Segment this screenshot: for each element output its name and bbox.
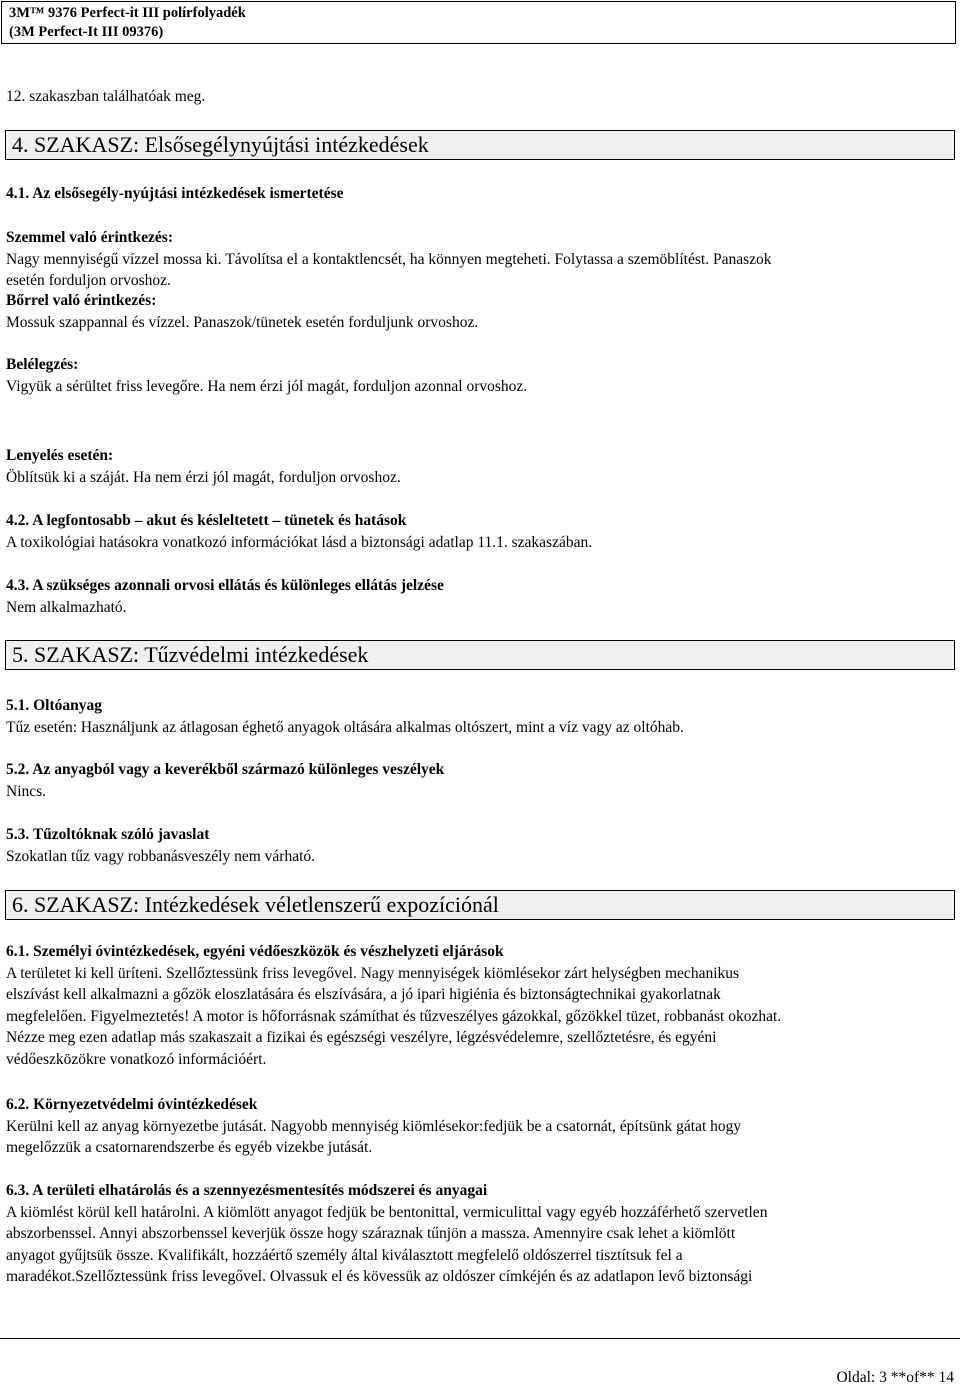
section-6-1 — [6, 941, 956, 1070]
subsection-text: Tűz esetén: Használjunk az átlagosan éghető anyagok oltására alkalmas oltószert, mint a víz vagy az oltóhab. — [6, 718, 684, 736]
subsection-heading: 5.1. Oltóanyag — [6, 697, 103, 714]
section-4-3 — [6, 575, 956, 618]
subsection-heading: 4.1. Az elsősegély-nyújtási intézkedések ismertetése — [6, 185, 344, 202]
footer-divider — [0, 1338, 960, 1339]
inhalation-text: Vigyük a sérültet friss levegőre. Ha nem érzi jól magát, forduljon azonnal orvoshoz. — [6, 377, 528, 395]
subsection-heading: 5.3. Tűzoltóknak szóló javaslat — [6, 826, 210, 843]
inhalation-label: Belélegzés: — [6, 356, 79, 373]
section-6-title: 6. SZAKASZ: Intézkedések véletlenszerű expozíciónál — [5, 890, 955, 920]
subsection-heading: 4.3. A szükséges azonnali orvosi ellátás és különleges ellátás jelzése — [6, 577, 444, 594]
product-name: 3M™ 9376 Perfect-it III polírfolyadék — [9, 5, 246, 21]
subsection-text: megelőzzük a csatornarendszerbe és egyéb vizekbe jutását. — [6, 1139, 373, 1156]
section-5-3 — [6, 824, 956, 867]
section-5-2 — [6, 759, 956, 802]
subsection-text: Nem alkalmazható. — [6, 598, 127, 616]
ingestion-block — [6, 445, 956, 488]
skin-contact-label: Bőrrel való érintkezés: — [6, 292, 157, 309]
skin-contact-block — [6, 290, 956, 333]
subsection-text: anyagot gyűjtsük össze. Kvalifikált, hozzáértő személy által kiválasztott megfelelő oldószerrel tisztítsuk fel a — [6, 1246, 683, 1264]
subsection-text: A kiömlést körül kell határolni. A kiömlött anyagot fedjük be bentonittal, vermiculittal vagy egyéb hozzáférhető szervetlen — [6, 1203, 768, 1221]
eye-contact-label: Szemmel való érintkezés: — [6, 229, 173, 246]
subsection-text: abszorbenssel. Annyi abszorbenssel keverjük össze hogy száraznak tűnjön a massza. Amennyire csak lehet a kiömlött — [6, 1225, 736, 1242]
subsection-heading: 5.2. Az anyagból vagy a keverékből származó különleges veszélyek — [6, 761, 445, 778]
eye-contact-block — [6, 227, 956, 292]
product-code: (3M Perfect-It III 09376) — [9, 24, 164, 40]
page-number: Oldal: 3 **of** 14 — [836, 1369, 954, 1386]
section-6-2 — [6, 1094, 956, 1159]
subsection-text: Nincs. — [6, 782, 47, 800]
eye-contact-text: Nagy mennyiségű vízzel mossa ki. Távolítsa el a kontaktlencsét, ha könnyen megteheti. Folytassa a szemöblítést. Panaszok — [6, 250, 772, 268]
ingestion-label: Lenyelés esetén: — [6, 447, 114, 464]
section-5-title: 5. SZAKASZ: Tűzvédelmi intézkedések — [5, 640, 955, 670]
document-header — [1, 1, 956, 44]
subsection-heading: 6.3. A területi elhatárolás és a szennyezésmentesítés módszerei és anyagai — [6, 1182, 488, 1199]
eye-contact-text: esetén forduljon orvoshoz. — [6, 272, 171, 289]
subsection-text: Nézze meg ezen adatlap más szakaszait a fizikai és egészségi veszélyre, légzésvédelemre, szellőztetésre, és egyéni — [6, 1029, 717, 1046]
subsection-heading: 4.2. A legfontosabb – akut és késleltetett – tünetek és hatások — [6, 512, 407, 529]
skin-contact-text: Mossuk szappannal és vízzel. Panaszok/tünetek esetén forduljunk orvoshoz. — [6, 313, 479, 331]
subsection-text: megfelelően. Figyelmeztetés! A motor is hőforrásnak számíthat és tűzveszélyes gázokkal, gőzökkel tüzet, robbanást okozhat. — [6, 1007, 782, 1025]
section-5-1 — [6, 695, 956, 738]
section-4-title: 4. SZAKASZ: Elsősegélynyújtási intézkedések — [5, 130, 955, 160]
subsection-text: elszívást kell alkalmazni a gőzök eloszlatására és elszívására, a jó ipari higiénia és biztonságtechnikai gyakorlatnak — [6, 986, 721, 1003]
section-6-3 — [6, 1180, 956, 1288]
section-4-1 — [6, 183, 956, 205]
subsection-text: védőeszközökre vonatkozó információért. — [6, 1050, 267, 1068]
subsection-text: A területet ki kell üríteni. Szellőztessünk friss levegővel. Nagy mennyiségek kiömlésekor zárt helységben mechanikus — [6, 964, 740, 982]
subsection-heading: 6.2. Környezetvédelmi óvintézkedések — [6, 1096, 258, 1113]
subsection-text: A toxikológiai hatásokra vonatkozó információkat lásd a biztonsági adatlap 11.1. szakaszában. — [6, 533, 593, 551]
subsection-text: maradékot.Szellőztessünk friss levegővel. Olvassuk el és kövessük az oldószer címkéjén és az adatlapon levő biztonsági — [6, 1268, 753, 1285]
ingestion-text: Öblítsük ki a száját. Ha nem érzi jól magát, forduljon orvoshoz. — [6, 468, 401, 486]
subsection-text: Szokatlan tűz vagy robbanásveszély nem várható. — [6, 847, 316, 865]
inhalation-block — [6, 354, 956, 397]
intro-block — [6, 86, 956, 108]
subsection-heading: 6.1. Személyi óvintézkedések, egyéni védőeszközök és vészhelyzeti eljárások — [6, 943, 504, 960]
subsection-text: Kerülni kell az anyag környezetbe jutását. Nagyobb mennyiség kiömlésekor:fedjük be a csatornát, építsünk gátat hogy — [6, 1117, 742, 1135]
section-4-2 — [6, 510, 956, 553]
intro-text: 12. szakaszban találhatóak meg. — [6, 88, 206, 105]
